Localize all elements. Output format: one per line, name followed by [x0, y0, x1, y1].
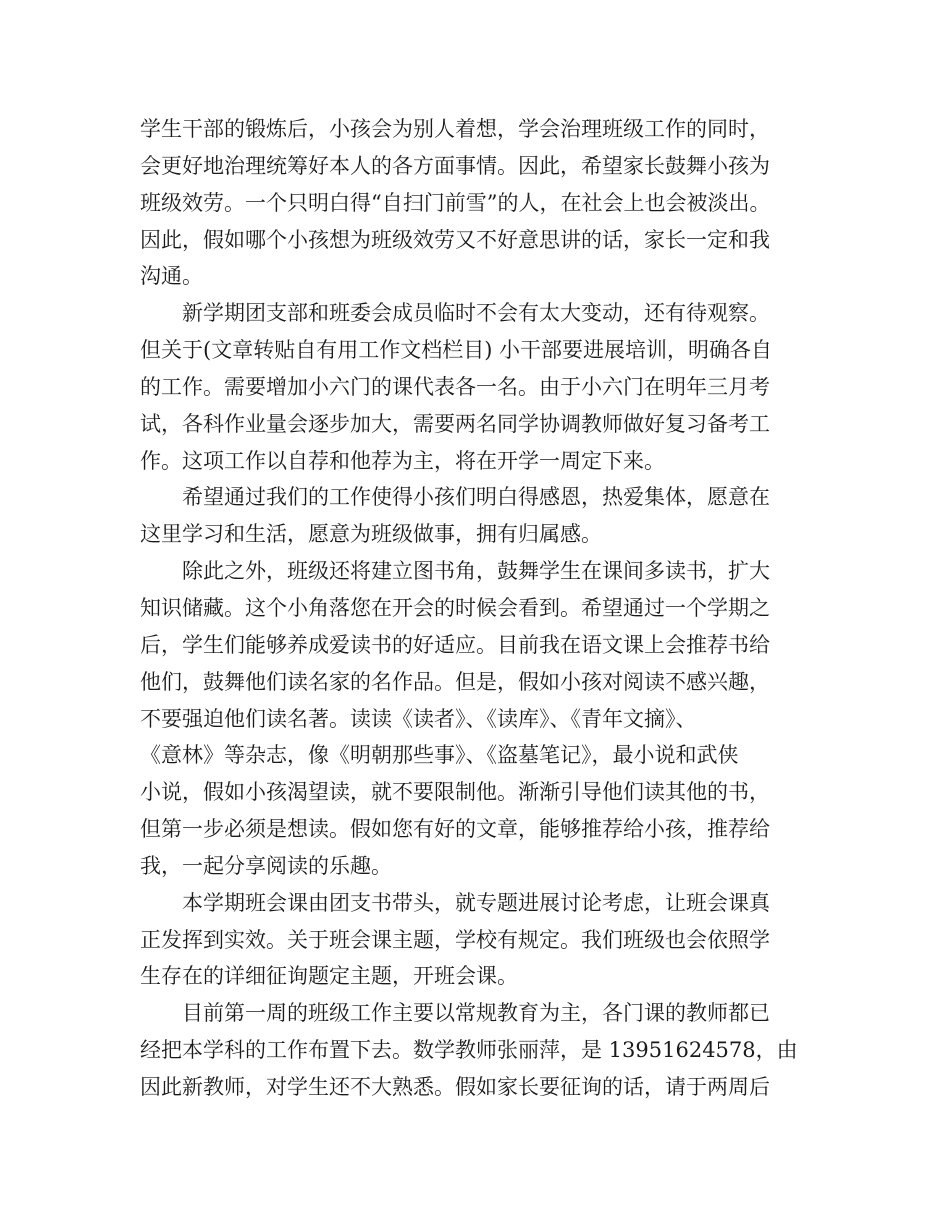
- text-line: 后，学生们能够养成爱读书的好适应。目前我在语文课上会推荐书给: [140, 632, 770, 657]
- text-line: 新学期团支部和班委会成员临时不会有太大变动，还有待观察。: [182, 301, 770, 326]
- text-line: 这里学习和生活，愿意为班级做事，拥有归属感。: [140, 522, 602, 547]
- document-body: [140, 111, 840, 1106]
- paragraph-3: [140, 479, 840, 553]
- text-line: 《意林》等杂志，像《明朝那些事》、《盗墓笔记》，最小说和武侠: [140, 743, 739, 768]
- text-line: 目前第一周的班级工作主要以常规教育为主，各门课的教师都已: [182, 1001, 770, 1026]
- text-line: 不要强迫他们读名著。读读《读者》、《读库》、《青年文摘》、: [140, 706, 697, 731]
- paragraph-6: [140, 995, 840, 1106]
- text-line: 因此新教师，对学生还不大熟悉。假如家长要征询的话，请于两周后: [140, 1074, 770, 1099]
- text-line: 班级效劳。一个只明白得“自扫门前雪”的人，在社会上也会被淡出。: [140, 190, 771, 215]
- text-line: 希望通过我们的工作使得小孩们明白得感恩，热爱集体，愿意在: [182, 485, 770, 510]
- text-line: 沟通。: [140, 264, 203, 289]
- text-line: 学生干部的锻炼后，小孩会为别人着想，学会治理班级工作的同时，: [140, 117, 770, 141]
- text-line: 小说，假如小孩渴望读，就不要限制他。渐渐引导他们读其他的书，: [140, 780, 770, 805]
- text-line: 生存在的详细征询题定主题，开班会课。: [140, 964, 518, 989]
- paragraph-2: [140, 295, 840, 479]
- text-line: 作。这项工作以自荐和他荐为主，将在开学一周定下来。: [140, 448, 665, 473]
- paragraph-5: [140, 885, 840, 996]
- text-line: 试，各科作业量会逐步加大，需要两名同学协调教师做好复习备考工: [140, 411, 770, 436]
- text-line: 我，一起分享阅读的乐趣。: [140, 853, 392, 878]
- text-line: 因此，假如哪个小孩想为班级效劳又不好意思讲的话，家长一定和我: [140, 227, 770, 252]
- text-line: 除此之外，班级还将建立图书角，鼓舞学生在课间多读书，扩大: [182, 559, 770, 584]
- text-line: 他们，鼓舞他们读名家的名作品。但是，假如小孩对阅读不感兴趣，: [140, 669, 770, 694]
- text-line: 经把本学科的工作布置下去。数学教师张丽萍，是 13951624578，由: [140, 1038, 798, 1063]
- text-line: 知识储藏。这个小角落您在开会的时候会看到。希望通过一个学期之: [140, 595, 770, 620]
- text-line: 的工作。需要增加小六门的课代表各一名。由于小六门在明年三月考: [140, 374, 770, 399]
- text-line: 但第一步必须是想读。假如您有好的文章，能够推荐给小孩，推荐给: [140, 817, 770, 842]
- paragraph-4: [140, 553, 840, 885]
- text-line: 正发挥到实效。关于班会课主题，学校有规定。我们班级也会依照学: [140, 927, 770, 952]
- text-line: 会更好地治理统筹好本人的各方面事情。因此，希望家长鼓舞小孩为: [140, 153, 770, 178]
- text-line: 本学期班会课由团支书带头，就专题进展讨论考虑，让班会课真: [182, 890, 770, 915]
- paragraph-1: [140, 111, 840, 295]
- text-line: 但关于(文章转贴自有用工作文档栏目) 小干部要进展培训，明确各自: [140, 338, 773, 363]
